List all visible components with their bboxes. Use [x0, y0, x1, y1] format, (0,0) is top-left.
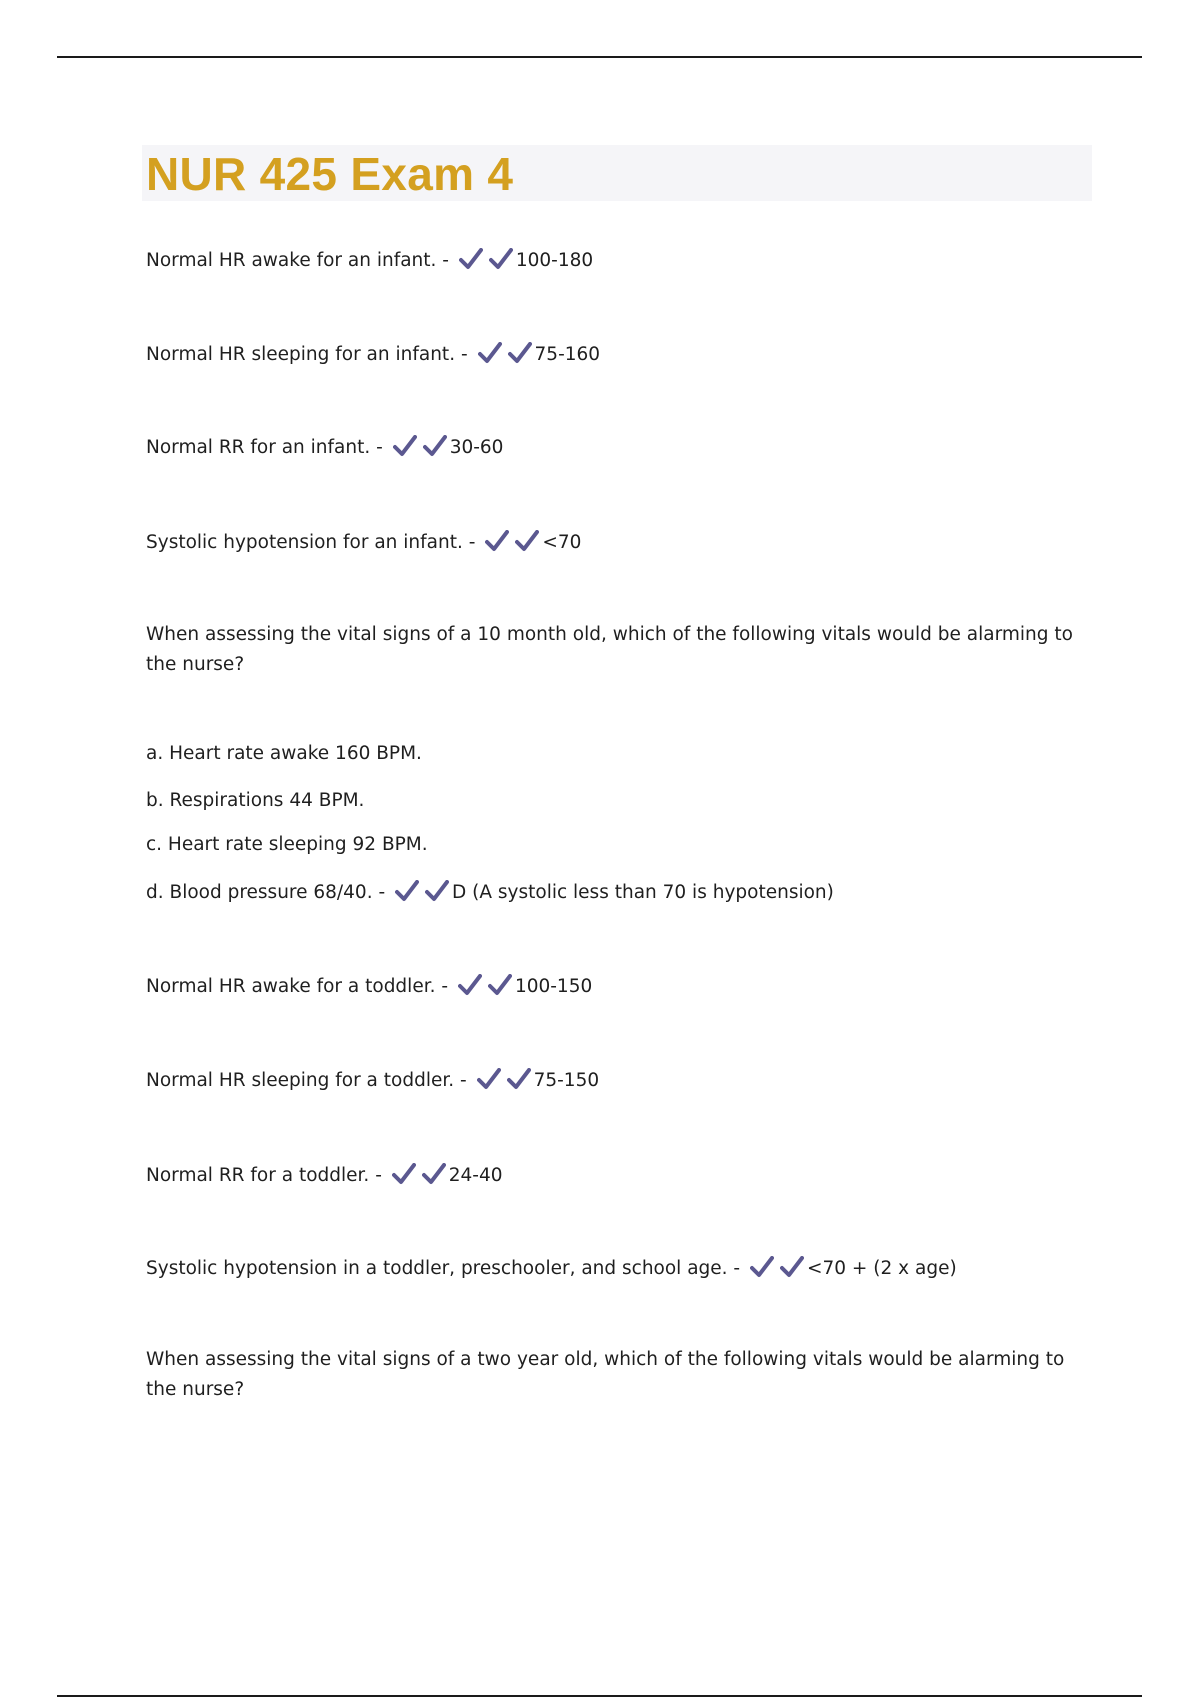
checkmark-icon: [750, 1256, 774, 1278]
question-text: When assessing the vital signs of a two year old, which of the following vitals would be alarming to the nurse?: [146, 1349, 1065, 1400]
question-text: Normal HR sleeping for an infant. -: [146, 344, 468, 365]
question-text: Normal RR for a toddler. -: [146, 1165, 382, 1186]
answer-text: <70: [542, 532, 582, 553]
answer-text: 100-180: [515, 250, 594, 271]
footer-rule: [57, 1695, 1142, 1697]
qa-item: [146, 433, 503, 463]
qa-item: [146, 528, 581, 558]
answer-option: [146, 830, 428, 860]
checkmark-icon: [780, 1256, 804, 1278]
checkmark-icon: [425, 880, 449, 902]
checkmark-icon: [508, 342, 532, 364]
answer-text: 75-150: [533, 1070, 600, 1091]
checkmark-icon: [392, 1163, 416, 1185]
option-text: c. Heart rate sleeping 92 BPM.: [146, 834, 428, 855]
question-text: Normal HR awake for an infant. -: [146, 250, 449, 271]
qa-item: [146, 1254, 957, 1284]
question-text: Normal HR sleeping for a toddler. -: [146, 1070, 467, 1091]
header-rule: [57, 56, 1142, 58]
option-text: b. Respirations 44 BPM.: [146, 790, 365, 811]
checkmark-icon: [488, 974, 512, 996]
answer-text: D (A systolic less than 70 is hypotension): [452, 882, 834, 903]
qa-item: [146, 972, 592, 1002]
answer-text: 75-160: [534, 344, 601, 365]
checkmark-icon: [507, 1068, 531, 1090]
qa-item: [146, 878, 834, 908]
qa-item: [146, 246, 593, 276]
checkmark-icon: [393, 435, 417, 457]
question-text: d. Blood pressure 68/40. -: [146, 882, 386, 903]
qa-item: [146, 1066, 599, 1096]
answer-option: [146, 739, 422, 769]
answer-text: <70 + (2 x age): [807, 1258, 957, 1279]
checkmark-icon: [489, 248, 513, 270]
answer-option: [146, 786, 364, 816]
question-text: Normal RR for an infant. -: [146, 437, 383, 458]
checkmark-icon: [458, 974, 482, 996]
qa-question: [146, 1345, 1086, 1405]
qa-item: [146, 340, 600, 370]
checkmark-icon: [515, 530, 539, 552]
checkmark-icon: [477, 1068, 501, 1090]
qa-question: [146, 620, 1086, 680]
checkmark-icon: [423, 435, 447, 457]
checkmark-icon: [395, 880, 419, 902]
answer-text: 100-150: [514, 976, 593, 997]
checkmark-icon: [422, 1163, 446, 1185]
answer-text: 24-40: [448, 1165, 503, 1186]
question-text: When assessing the vital signs of a 10 month old, which of the following vitals would be alarming to the nurse?: [146, 624, 1073, 675]
question-text: Normal HR awake for a toddler. -: [146, 976, 449, 997]
checkmark-icon: [485, 530, 509, 552]
checkmark-icon: [459, 248, 483, 270]
option-text: a. Heart rate awake 160 BPM.: [146, 743, 422, 764]
question-text: Systolic hypotension for an infant. -: [146, 532, 476, 553]
page-title: NUR 425 Exam 4: [146, 148, 514, 200]
question-text: Systolic hypotension in a toddler, preschooler, and school age. -: [146, 1258, 741, 1279]
qa-item: [146, 1161, 503, 1191]
checkmark-icon: [478, 342, 502, 364]
answer-text: 30-60: [449, 437, 504, 458]
